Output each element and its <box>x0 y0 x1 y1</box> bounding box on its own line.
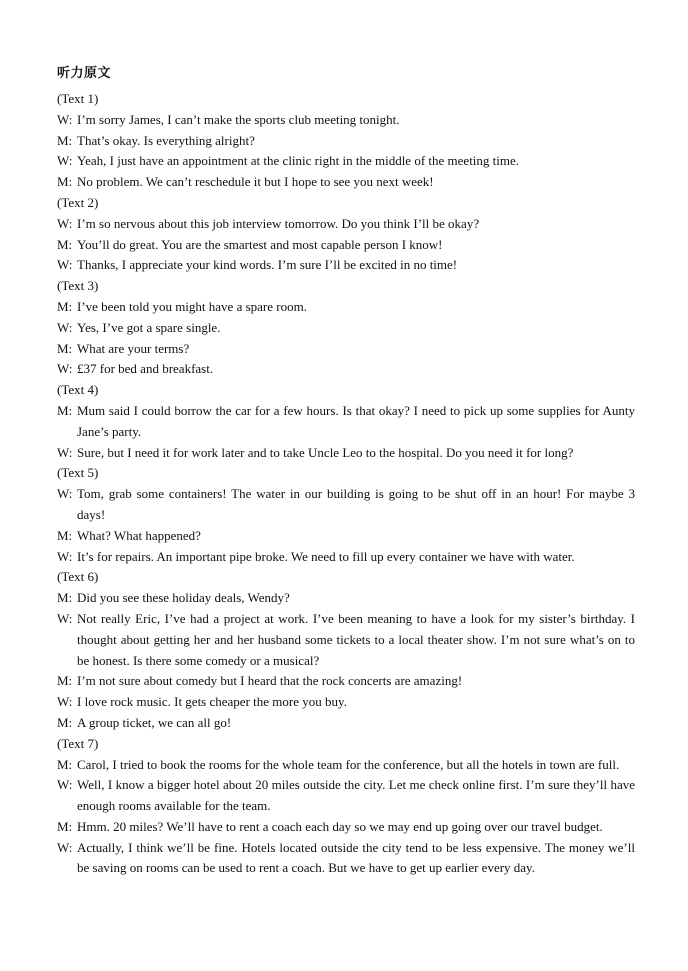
dialogue-text: Actually, I think we’ll be fine. Hotels located outside the city tend to be less expensive. The money we’ll be saving on rooms can be used to rent a coach. But we have to get up earlier every day. <box>77 839 635 876</box>
transcript-body <box>57 89 635 879</box>
dialogue-line <box>57 609 635 671</box>
dialogue-line <box>57 588 635 609</box>
text-section-label: (Text 4) <box>57 382 99 398</box>
dialogue-text: What? What happened? <box>77 527 201 543</box>
dialogue-text: Carol, I tried to book the rooms for the whole team for the conference, but all the hotels in town are full. <box>77 756 620 772</box>
dialogue-line <box>57 817 635 838</box>
dialogue-text: You’ll do great. You are the smartest and most capable person I know! <box>77 236 443 252</box>
dialogue-line <box>57 172 635 193</box>
dialogue-text: Did you see these holiday deals, Wendy? <box>77 590 290 606</box>
speaker-label: M: <box>57 174 73 190</box>
dialogue-line <box>57 671 635 692</box>
dialogue-line <box>57 214 635 235</box>
speaker-label: M: <box>57 527 73 543</box>
dialogue-line <box>57 131 635 152</box>
dialogue-text: I’m so nervous about this job interview tomorrow. Do you think I’ll be okay? <box>77 215 480 231</box>
dialogue-line <box>57 339 635 360</box>
dialogue-line <box>57 484 635 526</box>
dialogue-text: £37 for bed and breakfast. <box>77 361 214 377</box>
dialogue-line <box>57 547 635 568</box>
speaker-label: W: <box>57 548 73 564</box>
dialogue-line <box>57 110 635 131</box>
speaker-label: M: <box>57 818 73 834</box>
page-title: 听力原文 <box>57 66 112 81</box>
dialogue-line <box>57 255 635 276</box>
dialogue-line <box>57 318 635 339</box>
text-section-label: (Text 3) <box>57 278 99 294</box>
text-section-label: (Text 7) <box>57 735 99 751</box>
speaker-label: M: <box>57 590 73 606</box>
dialogue-text: Well, I know a bigger hotel about 20 miles outside the city. Let me check online first. I’m sure they’ll have enough rooms available for the team. <box>77 777 635 814</box>
dialogue-text: A group ticket, we can all go! <box>77 714 232 730</box>
text-section-label: (Text 2) <box>57 194 99 210</box>
dialogue-line <box>57 443 635 464</box>
speaker-label: M: <box>57 236 73 252</box>
dialogue-text: No problem. We can’t reschedule it but I hope to see you next week! <box>77 174 434 190</box>
dialogue-line <box>57 775 635 817</box>
speaker-label: W: <box>57 777 73 793</box>
dialogue-line <box>57 151 635 172</box>
speaker-label: M: <box>57 402 73 418</box>
speaker-label: W: <box>57 361 73 377</box>
dialogue-text: I’m sorry James, I can’t make the sports club meeting tonight. <box>77 111 400 127</box>
dialogue-text: Yes, I’ve got a spare single. <box>77 319 221 335</box>
speaker-label: M: <box>57 756 73 772</box>
speaker-label: W: <box>57 111 73 127</box>
dialogue-line <box>57 692 635 713</box>
speaker-label: M: <box>57 340 73 356</box>
dialogue-text: Tom, grab some containers! The water in our building is going to be shut off in an hour! For maybe 3 days! <box>77 486 635 522</box>
dialogue-text: Hmm. 20 miles? We’ll have to rent a coach each day so we may end up going over our travel budget. <box>77 818 603 834</box>
dialogue-text: That’s okay. Is everything alright? <box>77 132 255 148</box>
dialogue-line <box>57 235 635 256</box>
dialogue-text: I’m not sure about comedy but I heard that the rock concerts are amazing! <box>77 673 463 689</box>
speaker-label: M: <box>57 673 73 689</box>
dialogue-text: It’s for repairs. An important pipe broke. We need to fill up every container we have with water. <box>77 548 575 564</box>
speaker-label: W: <box>57 153 73 169</box>
transcript-page <box>57 64 635 879</box>
speaker-label: M: <box>57 714 73 730</box>
text-section-label: (Text 5) <box>57 465 99 481</box>
speaker-label: W: <box>57 839 73 855</box>
dialogue-line <box>57 713 635 734</box>
dialogue-line <box>57 401 635 443</box>
speaker-label: M: <box>57 298 73 314</box>
dialogue-line <box>57 755 635 776</box>
dialogue-text: I love rock music. It gets cheaper the more you buy. <box>77 694 347 710</box>
dialogue-text: Sure, but I need it for work later and to take Uncle Leo to the hospital. Do you need it for long? <box>77 444 574 460</box>
speaker-label: W: <box>57 444 73 460</box>
dialogue-line <box>57 526 635 547</box>
text-section-label: (Text 1) <box>57 91 99 106</box>
speaker-label: W: <box>57 215 73 231</box>
dialogue-text: Yeah, I just have an appointment at the clinic right in the middle of the meeting time. <box>77 153 520 169</box>
speaker-label: M: <box>57 132 73 148</box>
speaker-label: W: <box>57 694 73 710</box>
dialogue-line <box>57 359 635 380</box>
dialogue-text: Not really Eric, I’ve had a project at work. I’ve been meaning to have a look for my sister’s birthday. I thought about getting her and her husband some tickets to a local theater show. I’m not sure what’s on to be honest. Is there some comedy or a musical? <box>77 610 635 668</box>
dialogue-text: I’ve been told you might have a spare room. <box>77 298 307 314</box>
dialogue-text: What are your terms? <box>77 340 190 356</box>
speaker-label: W: <box>57 319 73 335</box>
text-section-label: (Text 6) <box>57 569 99 585</box>
speaker-label: W: <box>57 257 73 273</box>
dialogue-text: Mum said I could borrow the car for a few hours. Is that okay? I need to pick up some supplies for Aunty Jane’s party. <box>77 402 635 439</box>
speaker-label: W: <box>57 610 73 626</box>
dialogue-line <box>57 297 635 318</box>
dialogue-line <box>57 838 635 880</box>
dialogue-text: Thanks, I appreciate your kind words. I’m sure I’ll be excited in no time! <box>77 257 458 273</box>
speaker-label: W: <box>57 486 73 502</box>
